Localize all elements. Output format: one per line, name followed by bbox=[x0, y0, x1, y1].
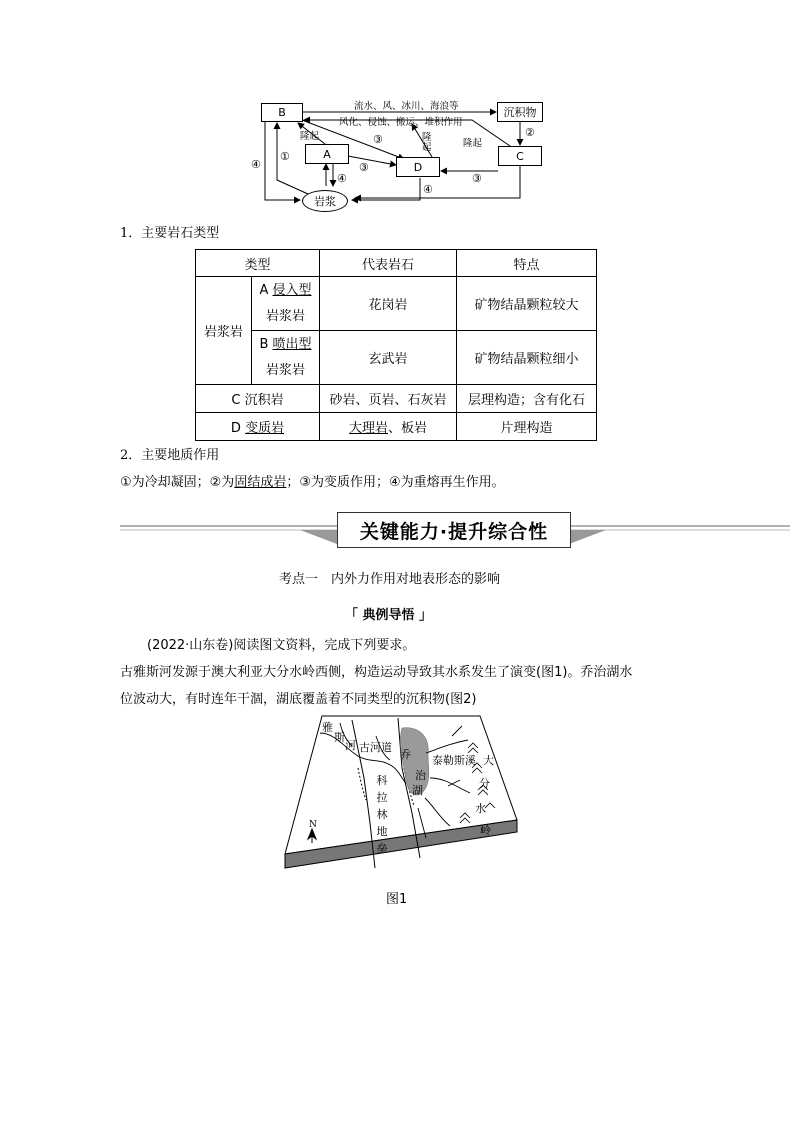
label-lake-3: 湖 bbox=[412, 784, 423, 797]
example-title: 「 典例导悟 」 bbox=[345, 608, 433, 623]
section2-text-underlined: 固结成岩 bbox=[234, 475, 287, 490]
label-n3-b-d: ③ bbox=[373, 133, 383, 146]
label-divide-1: 大 bbox=[483, 754, 494, 767]
rock-types-table bbox=[195, 249, 597, 441]
label-yasi-river bbox=[322, 722, 334, 734]
section2-title: 2．主要地质作用 bbox=[120, 448, 220, 463]
label-agents: 流水、风、冰川、海浪等 bbox=[354, 101, 459, 112]
label-uplift-right: 隆起 bbox=[463, 138, 483, 149]
node-d: D bbox=[396, 157, 440, 177]
figure-1-drawing bbox=[280, 708, 520, 883]
label-horst-4: 地 bbox=[376, 825, 388, 838]
label-yasi-2: 斯 bbox=[334, 731, 345, 744]
cell-feature-a: 矿物结晶颗粒较大 bbox=[457, 277, 597, 331]
node-a: A bbox=[305, 144, 349, 164]
cell-type-c: C 沉积岩 bbox=[196, 385, 320, 413]
type-b-prefix: B bbox=[259, 336, 273, 352]
label-horst-3: 林 bbox=[376, 808, 388, 821]
label-n3-a-d: ③ bbox=[359, 161, 369, 174]
header-rock: 代表岩石 bbox=[320, 250, 457, 277]
type-a-igneous: 岩浆岩 bbox=[265, 308, 305, 324]
label-n3-c-d: ③ bbox=[472, 172, 482, 185]
label-yasi-1: 雅 bbox=[322, 721, 333, 734]
cell-rock-b: 玄武岩 bbox=[320, 331, 457, 385]
label-divide-3: 水 bbox=[475, 802, 486, 815]
label-n4-b: ④ bbox=[251, 158, 261, 171]
section-banner-title: 关键能力·提升综合性 bbox=[337, 512, 571, 548]
type-b-extrusive: 喷出型 bbox=[272, 336, 312, 352]
label-lake-1: 乔 bbox=[400, 748, 411, 761]
cell-feature-b: 矿物结晶颗粒细小 bbox=[457, 331, 597, 385]
node-sediment: 沉积物 bbox=[497, 102, 543, 122]
figure-1-caption: 图1 bbox=[386, 892, 408, 907]
cell-feature-d: 片理构造 bbox=[457, 413, 597, 441]
label-uplift-left: 隆起 bbox=[300, 131, 320, 142]
rock-d-slate: 、板岩 bbox=[388, 421, 428, 436]
section2-text-b: ；③为变质作用；④为重熔再生作用。 bbox=[286, 475, 505, 490]
label-uplift-d: 隆起 bbox=[422, 132, 432, 153]
cell-type-a bbox=[252, 277, 320, 331]
section2-text-a: ①为冷却凝固；②为 bbox=[120, 475, 235, 490]
label-n4-d: ④ bbox=[423, 183, 433, 196]
header-type: 类型 bbox=[196, 250, 320, 277]
question-intro: (2022·山东卷)阅读图文资料，完成下列要求。 bbox=[147, 638, 416, 653]
node-b: B bbox=[261, 103, 303, 122]
cell-type-d bbox=[196, 413, 320, 441]
node-c: C bbox=[498, 146, 542, 166]
question-line-2: 位波动大，有时连年干涸，湖底覆盖着不同类型的沉积物(图2) bbox=[120, 692, 477, 707]
cell-rock-d bbox=[320, 413, 457, 441]
label-n2: ② bbox=[525, 126, 535, 139]
label-horst-5: 垒 bbox=[376, 842, 388, 855]
label-divide-4: 岭 bbox=[480, 824, 491, 837]
label-n4-a: ④ bbox=[337, 172, 347, 185]
label-n1: ① bbox=[280, 150, 290, 163]
type-a-prefix: A bbox=[259, 282, 273, 298]
section1-title: 1．主要岩石类型 bbox=[120, 226, 220, 241]
type-a-intrusive: 侵入型 bbox=[272, 282, 312, 298]
label-yasi-3: 河 bbox=[345, 739, 356, 752]
label-horst-2: 拉 bbox=[376, 791, 388, 804]
cell-type-b bbox=[252, 331, 320, 385]
node-magma: 岩浆 bbox=[302, 190, 348, 212]
label-horst bbox=[376, 772, 388, 857]
cell-feature-c: 层理构造；含有化石 bbox=[457, 385, 597, 413]
cell-rock-a: 花岗岩 bbox=[320, 277, 457, 331]
header-feature: 特点 bbox=[457, 250, 597, 277]
kaodian-title: 考点一 内外力作用对地表形态的影响 bbox=[279, 572, 501, 587]
question-line-1: 古雅斯河发源于澳大利亚大分水岭西侧，构造运动导致其水系发生了演变(图1)。乔治湖水 bbox=[120, 665, 633, 680]
label-taylor-creek: 泰勒斯溪 bbox=[432, 754, 476, 767]
label-divide-2: 分 bbox=[479, 777, 490, 790]
north-label: N bbox=[309, 820, 317, 830]
label-processes: 风化、侵蚀、搬运、堆积作用 bbox=[339, 117, 463, 128]
section2-text bbox=[120, 471, 505, 490]
type-d-prefix: D bbox=[230, 421, 246, 436]
type-d-metamorphic: 变质岩 bbox=[245, 421, 285, 436]
label-old-channel: 古河道 bbox=[359, 741, 392, 754]
rock-d-marble: 大理岩 bbox=[348, 421, 388, 436]
cell-rock-c: 砂岩、页岩、石灰岩 bbox=[320, 385, 457, 413]
type-b-igneous: 岩浆岩 bbox=[265, 362, 305, 378]
label-horst-1: 科 bbox=[376, 774, 388, 787]
label-lake-2: 治 bbox=[415, 769, 426, 782]
cell-igneous: 岩浆岩 bbox=[196, 277, 252, 385]
